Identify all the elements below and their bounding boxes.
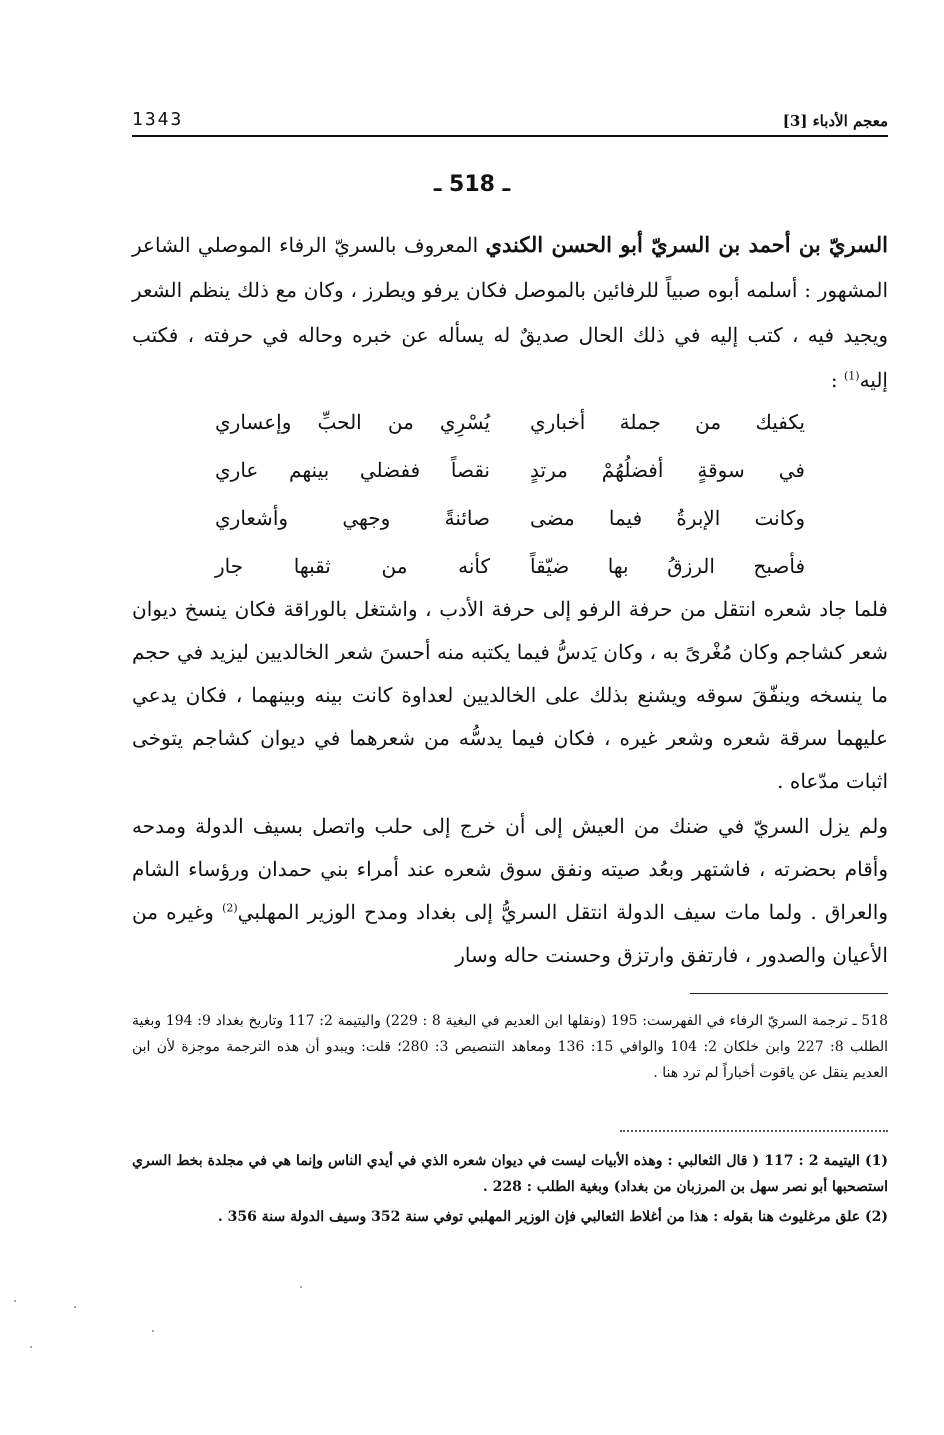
- verse: [215, 398, 805, 446]
- hemistich-first: فأصبح الرزقُ بها ضيّقاً: [530, 554, 805, 578]
- paragraph-1: فلما جاد شعره انتقل من حرفة الرفو إلى حرفة الأدب ، واشتغل بالوراقة فكان ينسخ ديوان شعر كشاجم وكان مُغْرىً به ، وكان يَدسُّ فيما يكتبه منه أحسنَ شعر الخالديين ليزيد في حجم ما ينسخه وينفّقَ سوقه ويشنع بذلك على الخالديين لعداوة كانت بينه وبينهما ، فكان يدعي عليهما سرقة شعره وشعر غيره ، فكان فيما يدسُّه من شعرهما في ديوان كشاجم يتوخى اثبات مدّعاه .: [132, 597, 888, 793]
- footnote-2: (2) علق مرغليوث هنا بقوله : هذا من أغلاط الثعالبي فإن الوزير المهلبي توفي سنة 352 وسيف الدولة سنة 356 .: [217, 1209, 888, 1225]
- entry-intro: [132, 222, 888, 403]
- footnote-rule: [690, 993, 888, 994]
- verse: [215, 494, 805, 542]
- hemistich-first: يكفيك من جملة أخباري: [530, 410, 805, 434]
- hemistich-first: وكانت الإبرةُ فيما مضى: [530, 506, 805, 530]
- paragraph-2-text: ولم يزل السريّ في ضنك من العيش إلى أن خرج إلى حلب واتصل بسيف الدولة ومدحه وأقام بحضرته ، فاشتهر وبعُد صيته ونفق سوق شعره عند أمراء بني حمدان ورؤساء الشام والعراق . ولما مات سيف الدولة انتقل السريُّ إلى بغداد ومدح الوزير المهلبي: [132, 814, 888, 924]
- scan-specks: [0, 1270, 944, 1390]
- scan-speck: [74, 1306, 76, 1308]
- scan-speck: [152, 1330, 154, 1332]
- page-header: [132, 100, 888, 130]
- entry-number: ـ 518 ـ: [433, 172, 511, 197]
- page-number: 1343: [132, 109, 184, 130]
- scan-speck: [300, 1286, 302, 1288]
- verse: [215, 542, 805, 590]
- paragraph-2-continuation: وغيره من الأعيان والصدور ، فارتفق وارتزق وحسنت حاله وسار: [132, 900, 888, 967]
- paragraph-2: [132, 805, 888, 977]
- intro-text: المعروف بالسريّ الرفاء الموصلي الشاعر المشهور : أسلمه أبوه صبياً للرفائين بالموصل فكان يرفو ويطرز ، وكان مع ذلك ينظم الشعر ويجيد فيه ، كتب إليه في ذلك الحال صديقٌ له يسأله عن خبره وحاله في حرفته ، فكتب إليه: [132, 233, 888, 392]
- source-note: 518 ـ ترجمة السريّ الرفاء في الفهرست: 195 (ونقلها ابن العديم في البغية 8 : 229) واليتيمة 2: 117 وتاريخ بغداد 9: 194 وبغية الطلب 8: 227 وابن خلكان 2: 104 والوافي 15: 136 ومعاهد التنصيص 3: 280؛ قلت: ويبدو أن هذه الترجمة موجزة لأن ابن العديم ينقل عن ياقوت أخباراً لم ترد هنا .: [132, 1013, 888, 1081]
- poem: [215, 398, 805, 590]
- footnote-ref-2: (2): [222, 901, 238, 915]
- dotted-separator: [620, 1130, 888, 1132]
- hemistich-second: نقصاً ففضلي بينهم عاري: [215, 458, 490, 482]
- running-title: معجم الأدباء [3]: [782, 112, 888, 130]
- footnote-ref-1: (1): [843, 369, 860, 383]
- header-rule: [132, 135, 888, 137]
- hemistich-second: يُسْرِي من الحبِّ وإعساري: [215, 410, 490, 434]
- verse: [215, 446, 805, 494]
- intro-end: :: [830, 368, 844, 392]
- footnotes: [132, 1148, 888, 1234]
- scan-speck: [30, 1346, 32, 1348]
- scan-speck: [14, 1300, 16, 1302]
- hemistich-second: صائنةً وجهي وأشعاري: [215, 506, 490, 530]
- footnote-1: (1) اليتيمة 2 : 117 ( قال الثعالبي : وهذه الأبيات ليست في ديوان شعره الذي في أيدي الناس وإنما هي في مجلدة بخط السري استصحبها أبو نصر سهل بن المرزبان من بغداد) وبغية الطلب : 228 .: [132, 1153, 888, 1195]
- entry-name: السريّ بن أحمد بن السريّ أبو الحسن الكندي: [485, 232, 889, 257]
- hemistich-second: كأنه من ثقبها جار: [215, 554, 490, 578]
- hemistich-first: في سوقةٍ أفضلُهُمْ مرتدٍ: [530, 458, 805, 482]
